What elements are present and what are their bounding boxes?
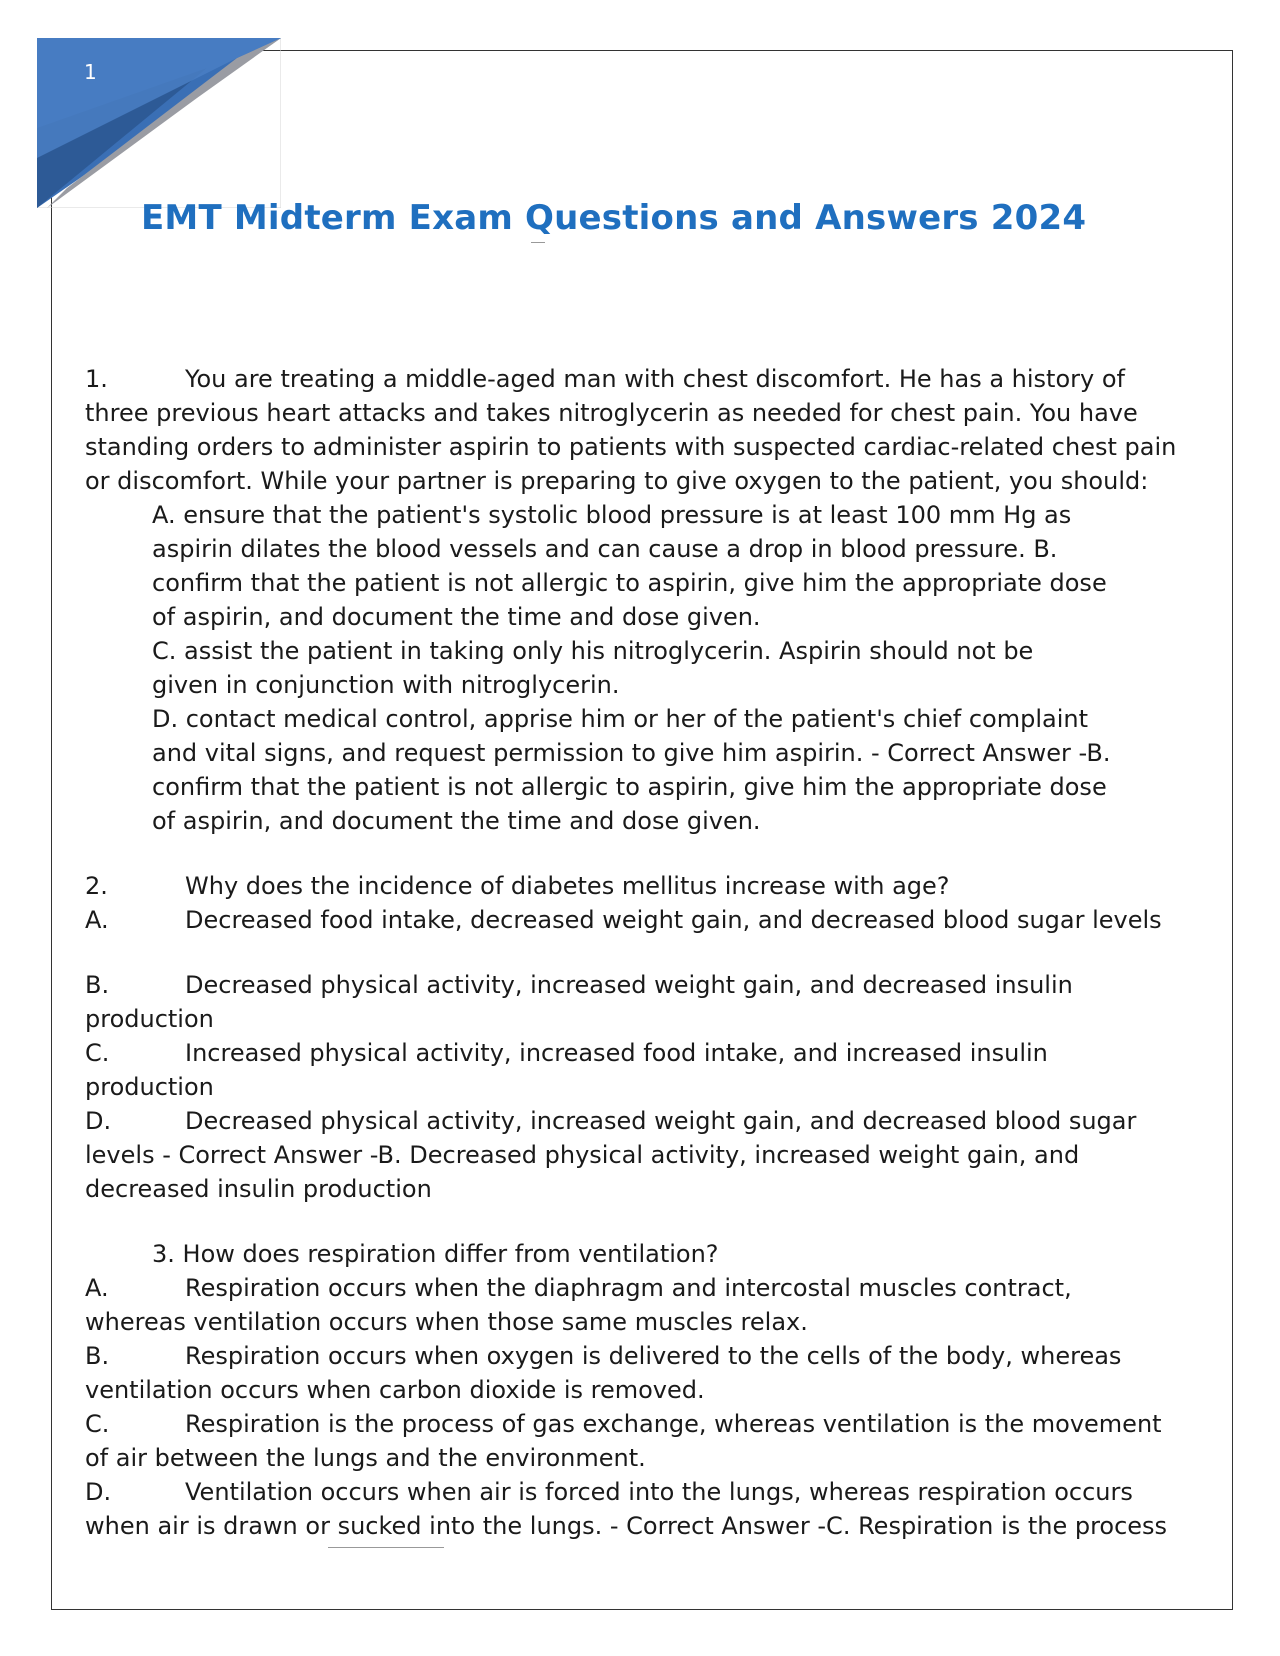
q3-question: 3. How does respiration differ from ventilation? <box>152 1240 719 1268</box>
q3-option-c-cont: of air between the lungs and the environment. <box>85 1444 646 1472</box>
q3-option-a-cont: whereas ventilation occurs when those same muscles relax. <box>85 1308 808 1336</box>
q1-option-line: confirm that the patient is not allergic to aspirin, give him the appropriate dose <box>152 773 1107 801</box>
q2-number: 2. <box>85 872 108 900</box>
q3-option-d: D. Ventilation occurs when air is forced into the lungs, whereas respiration occurs <box>85 1478 1133 1506</box>
title-underline-mark <box>531 242 545 243</box>
q1-line-2: three previous heart attacks and takes nitroglycerin as needed for chest pain. You have <box>85 399 1138 427</box>
q2-option-d-cont: decreased insulin production <box>85 1175 432 1203</box>
q2-option-d: D. Decreased physical activity, increased weight gain, and decreased blood sugar <box>85 1107 1137 1135</box>
spacer <box>85 838 1165 869</box>
q3-option-d-cont: when air is drawn or sucked into the lungs. - Correct Answer -C. Respiration is the process <box>85 1512 1168 1540</box>
q1-option-line: given in conjunction with nitroglycerin. <box>152 671 620 699</box>
document-body <box>85 362 1177 1543</box>
spacer <box>85 937 1165 968</box>
q3-option-b-cont: ventilation occurs when carbon dioxide is removed. <box>85 1376 705 1404</box>
underline-mark <box>328 1547 444 1548</box>
q2-question: 2. Why does the incidence of diabetes mellitus increase with age? <box>85 869 1165 903</box>
q3-option-a: A. Respiration occurs when the diaphragm and intercostal muscles contract, <box>85 1274 1072 1302</box>
q1-line-3: standing orders to administer aspirin to patients with suspected cardiac-related chest pain <box>85 433 1177 461</box>
q1-option-line: and vital signs, and request permission to give him aspirin. - Correct Answer -B. <box>152 739 1111 767</box>
q2-option-c: C. Increased physical activity, increased food intake, and increased insulin <box>85 1039 1048 1067</box>
q1-option-line: aspirin dilates the blood vessels and can cause a drop in blood pressure. B. <box>152 535 1058 563</box>
q1-option-line: D. contact medical control, apprise him or her of the patient's chief complaint <box>152 705 1089 733</box>
q1-number: 1. <box>85 365 108 393</box>
q2-option-d-cont: levels - Correct Answer -B. Decreased physical activity, increased weight gain, and <box>85 1141 1080 1169</box>
corner-decoration <box>37 38 281 208</box>
q1-line-4: or discomfort. While your partner is preparing to give oxygen to the patient, you should: <box>85 467 1149 495</box>
q1-option-line: A. ensure that the patient's systolic blood pressure is at least 100 mm Hg as <box>152 501 1072 529</box>
q2-option-c-cont: production <box>85 1073 214 1101</box>
q3-option-b: B. Respiration occurs when oxygen is delivered to the cells of the body, whereas <box>85 1342 1122 1370</box>
spacer <box>85 1206 1165 1237</box>
q2-option-a: A. Decreased food intake, decreased weight gain, and decreased blood sugar levels <box>85 906 1162 934</box>
q2-option-b-cont: production <box>85 1005 214 1033</box>
page-number: 1 <box>84 60 97 84</box>
q1-line-1: 1. You are treating a middle-aged man with chest discomfort. He has a history of <box>85 362 1165 396</box>
q3-option-c: C. Respiration is the process of gas exchange, whereas ventilation is the movement <box>85 1410 1162 1438</box>
q2-option-b: B. Decreased physical activity, increased weight gain, and decreased insulin <box>85 971 1073 999</box>
q1-option-line: of aspirin, and document the time and dose given. <box>152 807 761 835</box>
document-title: EMT Midterm Exam Questions and Answers 2024 <box>141 198 1087 238</box>
q1-option-line: C. assist the patient in taking only his nitroglycerin. Aspirin should not be <box>152 637 1034 665</box>
q1-option-line: confirm that the patient is not allergic to aspirin, give him the appropriate dose <box>152 569 1107 597</box>
q1-option-line: of aspirin, and document the time and dose given. <box>152 603 761 631</box>
